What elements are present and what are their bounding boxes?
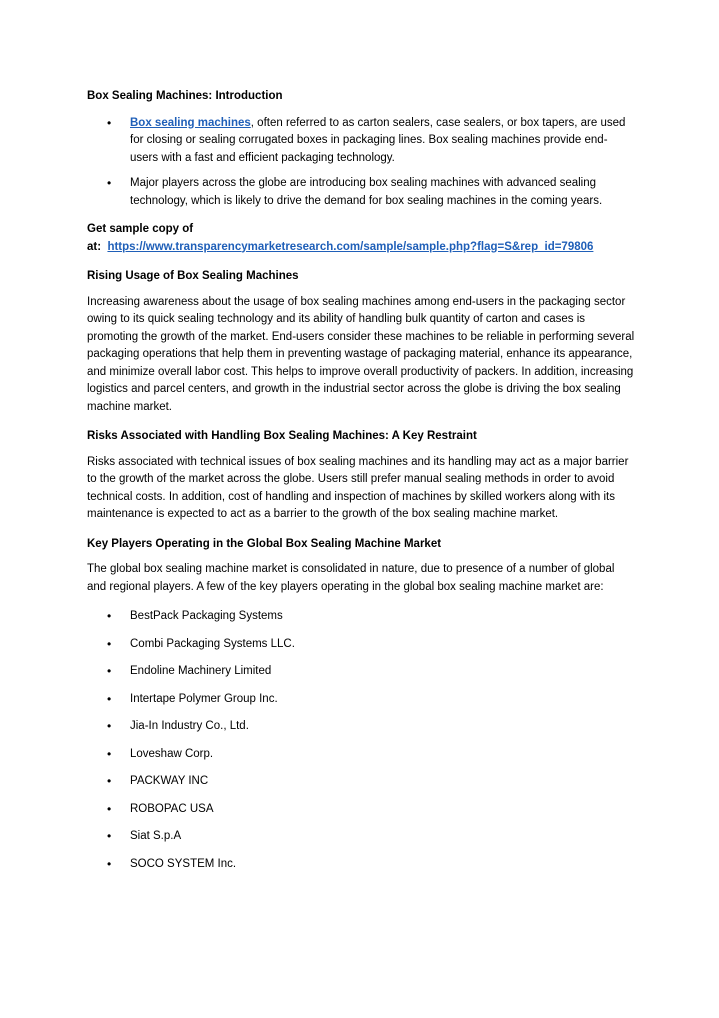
section-body-risks: Risks associated with technical issues of box sealing machines and its handling may act as a major barrier to the growth of the market across the globe. Users still prefer manual sealing methods in order to avoid technical costs. In addition, cost of handling and inspection of machines by skilled workers along with its maintenance is expected to act as a barrier to the growth of the box sealing machine market. bbox=[87, 455, 629, 520]
section-body-key-players: The global box sealing machine market is consolidated in nature, due to presence of a number of global and regional players. A few of the key players operating in the global box sealing machine market are: bbox=[87, 563, 615, 593]
list-item: • Intertape Polymer Group Inc. bbox=[87, 691, 635, 709]
list-item: • BestPack Packaging Systems bbox=[87, 608, 635, 626]
box-sealing-machines-link[interactable]: Box sealing machines bbox=[130, 116, 251, 129]
bullet-text: Major players across the globe are introducing box sealing machines with advanced sealing technology, which is likely to drive the demand for box sealing machines in the coming years. bbox=[130, 177, 603, 207]
list-item: • PACKWAY INC bbox=[87, 773, 635, 791]
list-item: • Endoline Machinery Limited bbox=[87, 663, 635, 681]
section-heading-risks: Risks Associated with Handling Box Sealing Machines: A Key Restraint bbox=[87, 430, 477, 442]
list-item bbox=[87, 175, 635, 210]
key-players-list bbox=[87, 608, 635, 873]
sample-copy-block bbox=[87, 221, 635, 256]
bullet-text: , often referred to as carton sealers, case sealers, or box tapers, are used for closing or sealing corrugated boxes in packaging lines. Box sealing machines provide end-users with a fast and efficient packaging technology. bbox=[130, 116, 626, 164]
intro-heading: Box Sealing Machines: Introduction bbox=[87, 90, 283, 102]
sample-url-link[interactable]: https://www.transparencymarketresearch.com/sample/sample.php?flag=S&rep_id=79806 bbox=[107, 240, 594, 253]
list-item bbox=[87, 115, 635, 168]
list-item: • ROBOPAC USA bbox=[87, 801, 635, 819]
list-item: • Loveshaw Corp. bbox=[87, 746, 635, 764]
section-body-rising-usage: Increasing awareness about the usage of box sealing machines among end-users in the packaging sector owing to its quick sealing technology and its ability of handling bulk quantity of carton and cases is promoting the growth of the market. End-users consider these machines to be reliable in performing several packaging operations that help them in preventing wastage of packaging material, enhance its appearance, and minimize overall labor cost. This helps to improve overall productivity of packers. In addition, increasing logistics and parcel centers, and growth in the industrial sector across the globe is driving the box sealing machine market. bbox=[87, 295, 635, 413]
sample-at-label: at: bbox=[87, 240, 102, 253]
sample-label: Get sample copy of bbox=[87, 223, 194, 235]
intro-bullet-list bbox=[87, 115, 635, 211]
section-heading-rising-usage: Rising Usage of Box Sealing Machines bbox=[87, 270, 299, 282]
list-item: • SOCO SYSTEM Inc. bbox=[87, 856, 635, 874]
section-heading-key-players: Key Players Operating in the Global Box Sealing Machine Market bbox=[87, 537, 442, 550]
list-item: • Siat S.p.A bbox=[87, 828, 635, 846]
list-item: • Combi Packaging Systems LLC. bbox=[87, 636, 635, 654]
list-item: • Jia-In Industry Co., Ltd. bbox=[87, 718, 635, 736]
